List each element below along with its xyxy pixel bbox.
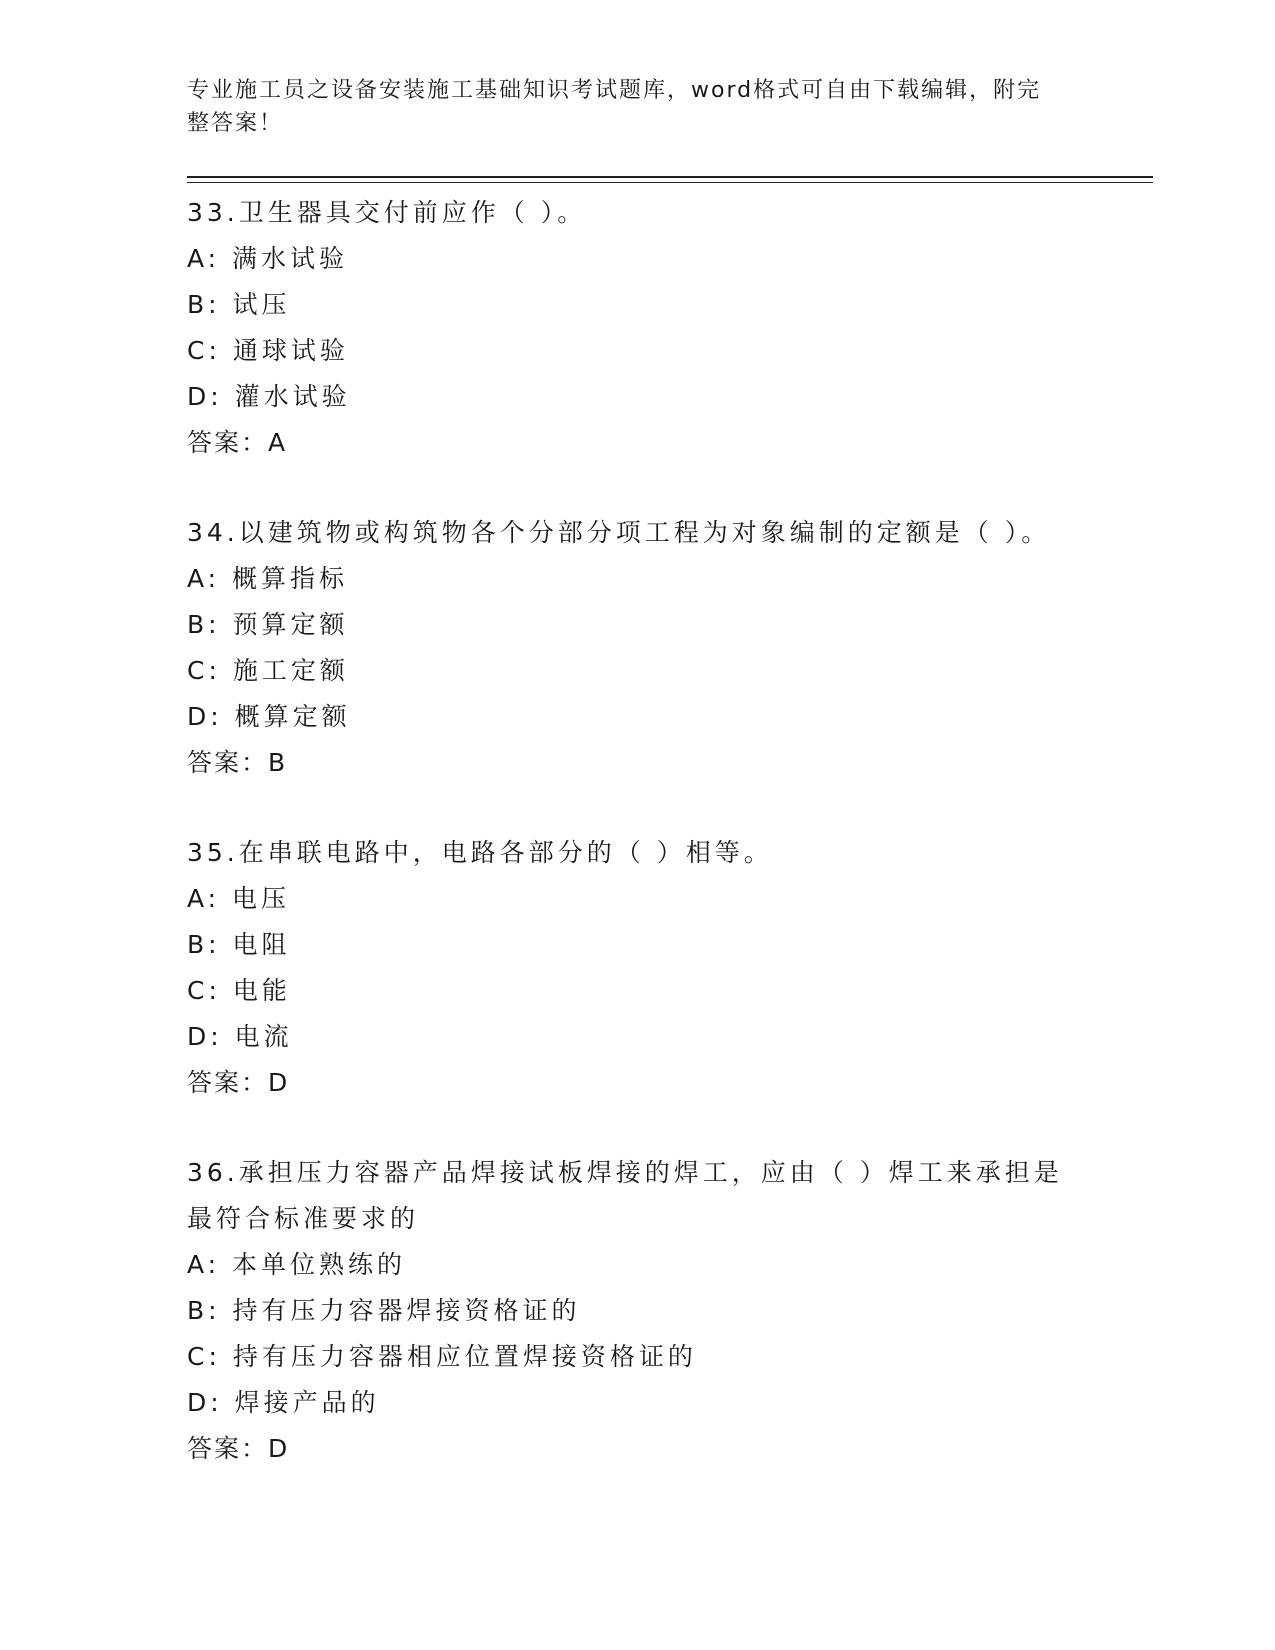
answer-line: 答案：D bbox=[187, 1434, 290, 1463]
question-title: 34.以建筑物或构筑物各个分部分项工程为对象编制的定额是（ ）。 bbox=[187, 518, 1051, 547]
option-b: B: 持有压力容器焊接资格证的 bbox=[187, 1296, 581, 1325]
answer-line: 答案：A bbox=[187, 428, 288, 457]
question-33 bbox=[187, 190, 1087, 466]
option-c: C: 持有压力容器相应位置焊接资格证的 bbox=[187, 1342, 697, 1371]
header-divider-thin bbox=[187, 182, 1153, 183]
option-c: C: 电能 bbox=[187, 976, 291, 1005]
header-divider-thick bbox=[187, 176, 1153, 178]
question-title-continued: 最符合标准要求的 bbox=[187, 1204, 420, 1233]
option-a: A: 本单位熟练的 bbox=[187, 1250, 407, 1279]
option-a: A: 满水试验 bbox=[187, 244, 349, 273]
option-b: B: 试压 bbox=[187, 290, 291, 319]
header-line-1: 专业施工员之设备安装施工基础知识考试题库，word格式可自由下载编辑，附完 bbox=[187, 78, 1042, 103]
option-d: D: 电流 bbox=[187, 1022, 293, 1051]
header-line-2: 整答案！ bbox=[187, 111, 284, 136]
option-d: D: 概算定额 bbox=[187, 702, 351, 731]
option-d: D: 焊接产品的 bbox=[187, 1388, 380, 1417]
option-b: B: 预算定额 bbox=[187, 610, 349, 639]
document-header bbox=[187, 74, 1067, 140]
question-34 bbox=[187, 510, 1087, 786]
question-title: 35.在串联电路中，电路各部分的（ ）相等。 bbox=[187, 838, 773, 867]
question-list bbox=[187, 190, 1087, 1472]
question-35 bbox=[187, 830, 1087, 1106]
answer-line: 答案：B bbox=[187, 748, 288, 777]
option-d: D: 灌水试验 bbox=[187, 382, 351, 411]
option-a: A: 电压 bbox=[187, 884, 291, 913]
question-title: 33.卫生器具交付前应作（ ）。 bbox=[187, 198, 587, 227]
question-title: 36.承担压力容器产品焊接试板焊接的焊工，应由（ ）焊工来承担是 bbox=[187, 1158, 1063, 1187]
answer-line: 答案：D bbox=[187, 1068, 290, 1097]
option-b: B: 电阻 bbox=[187, 930, 291, 959]
question-36 bbox=[187, 1150, 1087, 1472]
option-c: C: 通球试验 bbox=[187, 336, 349, 365]
option-c: C: 施工定额 bbox=[187, 656, 349, 685]
option-a: A: 概算指标 bbox=[187, 564, 349, 593]
